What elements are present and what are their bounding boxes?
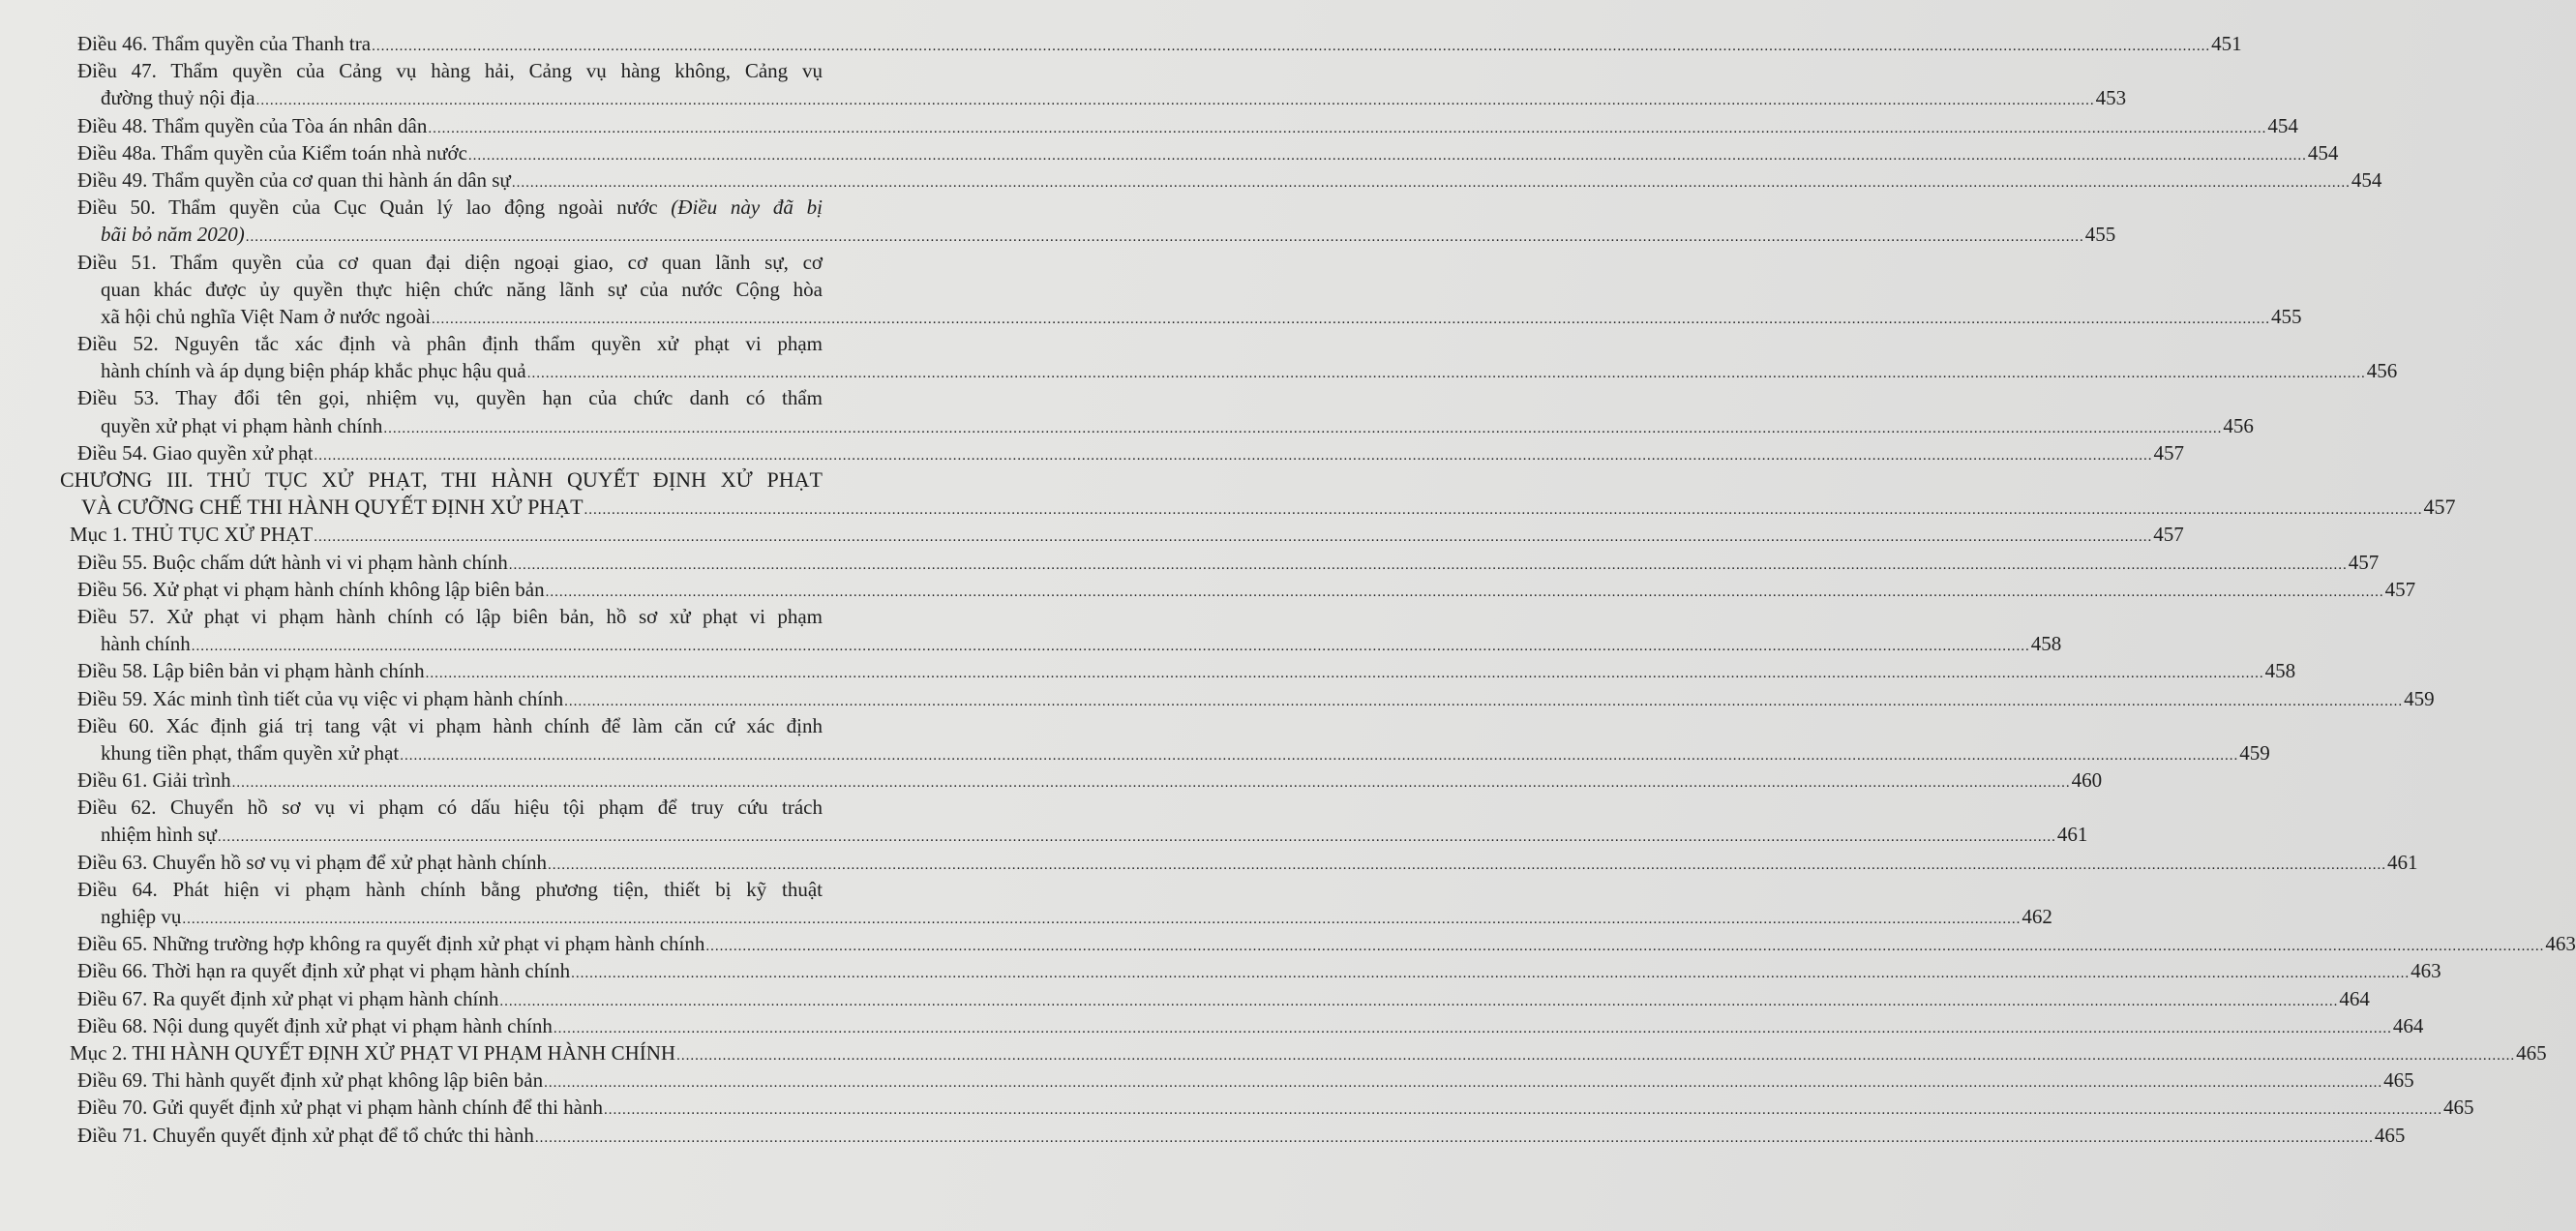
toc-entry-text [77, 657, 425, 684]
toc-entry-text [77, 30, 371, 57]
toc-entry-article [0, 957, 2441, 984]
dot-leader: ................................................................................................................................................................................................................................................................................................................................................................................................................ [604, 1102, 2443, 1119]
dot-leader: ................................................................................................................................................................................................................................................................................................................................................................................................................ [231, 775, 2071, 792]
toc-entry-line [77, 685, 2435, 712]
page-number: 457 [2348, 550, 2380, 574]
dot-leader: ................................................................................................................................................................................................................................................................................................................................................................................................................ [314, 529, 2153, 546]
page-number: 456 [2366, 359, 2398, 383]
toc-entry-text [77, 112, 427, 139]
toc-entry-title: hành chính và áp dụng biện pháp khắc phục hậu quả [101, 359, 526, 383]
page-number: 457 [2153, 523, 2184, 547]
toc-entry-line [77, 439, 2184, 466]
toc-entry-article [0, 1012, 2424, 1039]
toc-entry-text [77, 1012, 553, 1039]
toc-entry-title: Điều 52. Nguyên tắc xác định và phân định thẩm quyền xử phạt vi phạm [77, 332, 823, 356]
toc-entry-title: Điều 68. Nội dung quyết định xử phạt vi phạm hành chính [77, 1013, 553, 1037]
toc-entry-article [0, 1122, 2406, 1149]
toc-entry-article [0, 194, 2116, 248]
page-number: 451 [2211, 32, 2242, 55]
toc-entry-line [101, 276, 823, 303]
toc-entry-text [77, 930, 704, 957]
toc-entry-article [0, 384, 2254, 438]
dot-leader: ................................................................................................................................................................................................................................................................................................................................................................................................................ [571, 966, 2411, 982]
page-number: 465 [2374, 1123, 2406, 1147]
dot-leader: ................................................................................................................................................................................................................................................................................................................................................................................................................ [314, 447, 2153, 464]
toc-entry-line [77, 576, 2416, 603]
page-number: 455 [2084, 223, 2116, 247]
toc-entry-line [77, 330, 823, 357]
page-number: 463 [2411, 959, 2441, 983]
toc-entry-text [101, 221, 245, 248]
toc-entry-line [77, 57, 823, 84]
toc-entry-article [0, 549, 2380, 576]
toc-entry-article [0, 794, 2088, 848]
toc-entry-title: Điều 55. Buộc chấm dứt hành vi vi phạm hành chính [77, 550, 508, 574]
toc-entry-article [0, 766, 2103, 794]
toc-entry-line [101, 412, 2254, 439]
dot-leader: ................................................................................................................................................................................................................................................................................................................................................................................................................ [676, 1047, 2516, 1064]
page-number: 461 [2387, 850, 2418, 874]
toc-entry-article [0, 603, 2062, 657]
toc-entry-line [77, 849, 2418, 876]
toc-entry-text [101, 903, 181, 930]
toc-entry-line [101, 739, 2270, 766]
toc-entry-article [0, 985, 2370, 1012]
dot-leader: ................................................................................................................................................................................................................................................................................................................................................................................................................ [182, 912, 2022, 927]
toc-entry-text [70, 521, 313, 548]
toc-entry-title: Điều 54. Giao quyền xử phạt [77, 440, 314, 465]
toc-entry-article [0, 249, 2302, 331]
toc-entry-line [101, 84, 2127, 111]
table-of-contents [0, 30, 2576, 1149]
toc-entry-article [0, 930, 2576, 957]
dot-leader: ................................................................................................................................................................................................................................................................................................................................................................................................................ [584, 502, 2423, 519]
toc-entry-article [0, 657, 2296, 684]
toc-entry-title: Điều 60. Xác định giá trị tang vật vi phạm hành chính để làm căn cứ xác định [77, 713, 823, 737]
toc-entry-line [101, 903, 2052, 930]
toc-entry-title: Điều 50. Thẩm quyền của Cục Quản lý lao động ngoài nước [77, 195, 672, 220]
toc-entry-line [70, 1039, 2547, 1066]
toc-entry-text [77, 1122, 534, 1149]
toc-entry-title: bãi bỏ năm 2020) [101, 223, 245, 247]
toc-entry-title: khung tiền phạt, thẩm quyền xử phạt [101, 740, 400, 765]
page-number: 462 [2022, 905, 2052, 928]
toc-entry-title: VÀ CƯỠNG CHẾ THI HÀNH QUYẾT ĐỊNH XỬ PHẠT [81, 495, 584, 520]
toc-entry-title: nhiệm hình sự [101, 823, 217, 847]
toc-entry-line [77, 249, 823, 276]
toc-entry-article [0, 439, 2184, 466]
toc-entry-line [77, 166, 2382, 194]
dot-leader: ................................................................................................................................................................................................................................................................................................................................................................................................................ [526, 366, 2366, 382]
toc-entry-line [77, 1122, 2406, 1149]
page-number: 456 [2223, 413, 2254, 437]
toc-entry-title: Điều 51. Thẩm quyền của cơ quan đại diện ngoại giao, cơ quan lãnh sự, cơ [77, 250, 823, 274]
toc-entry-title: đường thuỷ nội địa [101, 86, 255, 110]
toc-entry-line [81, 494, 2456, 521]
toc-entry-text [101, 739, 399, 766]
toc-entry-text [77, 1094, 603, 1121]
toc-entry-title: (Điều này đã bị [671, 195, 823, 220]
page-number: 465 [2383, 1068, 2414, 1093]
toc-entry-section [0, 521, 2184, 548]
toc-entry-line [77, 30, 2242, 57]
dot-leader: ................................................................................................................................................................................................................................................................................................................................................................................................................ [705, 939, 2545, 955]
toc-entry-title: Điều 48a. Thẩm quyền của Kiểm toán nhà nước [77, 140, 467, 165]
toc-entry-line [77, 794, 823, 821]
dot-leader: ................................................................................................................................................................................................................................................................................................................................................................................................................ [372, 39, 2211, 54]
toc-entry-title: Điều 70. Gửi quyết định xử phạt vi phạm hành chính để thi hành [77, 1096, 604, 1120]
dot-leader: ................................................................................................................................................................................................................................................................................................................................................................................................................ [428, 120, 2267, 136]
toc-entry-line [77, 112, 2298, 139]
toc-entry-text [70, 1039, 675, 1066]
toc-entry-line [60, 466, 823, 494]
page-number: 460 [2071, 768, 2103, 793]
toc-entry-title: Mục 2. THI HÀNH QUYẾT ĐỊNH XỬ PHẠT VI PHẠM HÀNH CHÍNH [70, 1040, 676, 1065]
toc-entry-text [77, 166, 511, 194]
toc-entry-title: Điều 59. Xác minh tình tiết của vụ việc vi phạm hành chính [77, 686, 564, 710]
toc-entry-article [0, 112, 2298, 139]
toc-entry-title: Điều 65. Những trường hợp không ra quyết định xử phạt vi phạm hành chính [77, 932, 705, 956]
dot-leader: ................................................................................................................................................................................................................................................................................................................................................................................................................ [467, 147, 2307, 164]
page-number: 453 [2095, 86, 2127, 110]
page-number: 454 [2267, 113, 2298, 137]
toc-entry-title: Điều 46. Thẩm quyền của Thanh tra [77, 32, 372, 55]
toc-entry-text [101, 303, 431, 330]
toc-entry-text [77, 439, 314, 466]
toc-entry-title: Điều 61. Giải trình [77, 768, 231, 793]
toc-entry-article [0, 685, 2435, 712]
page-number: 455 [2271, 304, 2302, 328]
toc-entry-text [77, 685, 563, 712]
toc-entry-line [101, 821, 2088, 848]
page-number: 464 [2392, 1013, 2424, 1037]
dot-leader: ................................................................................................................................................................................................................................................................................................................................................................................................................ [217, 829, 2056, 846]
toc-entry-title: Điều 71. Chuyển quyết định xử phạt để tổ chức thi hành [77, 1123, 534, 1147]
toc-entry-title: Điều 62. Chuyển hồ sơ vụ vi phạm có dấu hiệu tội phạm để truy cứu trách [77, 796, 823, 820]
toc-entry-article [0, 1066, 2414, 1094]
toc-entry-article [0, 712, 2270, 766]
dot-leader: ................................................................................................................................................................................................................................................................................................................................................................................................................ [191, 639, 2030, 655]
toc-entry-line [77, 1012, 2424, 1039]
dot-leader: ................................................................................................................................................................................................................................................................................................................................................................................................................ [425, 666, 2264, 682]
toc-entry-line [77, 985, 2370, 1012]
toc-entry-text [77, 1066, 543, 1094]
page-number: 457 [2384, 577, 2416, 601]
toc-entry-title: hành chính [101, 632, 191, 656]
toc-entry-text [77, 576, 545, 603]
toc-entry-title: quan khác được ủy quyền thực hiện chức năng lãnh sự của nước Cộng hòa [101, 277, 823, 301]
dot-leader: ................................................................................................................................................................................................................................................................................................................................................................................................................ [383, 420, 2223, 436]
toc-entry-text [77, 985, 498, 1012]
toc-entry-text [77, 549, 508, 576]
toc-entry-title: quyền xử phạt vi phạm hành chính [101, 413, 383, 437]
toc-entry-line [77, 957, 2441, 984]
toc-entry-line [101, 357, 2398, 384]
page-number: 465 [2443, 1096, 2474, 1120]
dot-leader: ................................................................................................................................................................................................................................................................................................................................................................................................................ [553, 1020, 2392, 1036]
toc-entry-title: Điều 47. Thẩm quyền của Cảng vụ hàng hải, Cảng vụ hàng không, Cảng vụ [77, 59, 823, 83]
toc-entry-title: Điều 49. Thẩm quyền của cơ quan thi hành án dân sự [77, 167, 511, 192]
page-number: 458 [2030, 632, 2062, 656]
toc-entry-line [101, 221, 2116, 248]
dot-leader: ................................................................................................................................................................................................................................................................................................................................................................................................................ [400, 747, 2239, 764]
toc-entry-title: Điều 66. Thời hạn ra quyết định xử phạt vi phạm hành chính [77, 959, 571, 983]
toc-entry-line [77, 1066, 2414, 1094]
dot-leader: ................................................................................................................................................................................................................................................................................................................................................................................................................ [432, 311, 2271, 327]
toc-entry-title: nghiệp vụ [101, 905, 182, 928]
toc-entry-text [101, 84, 255, 111]
toc-entry-text [77, 139, 467, 166]
toc-entry-article [0, 139, 2339, 166]
dot-leader: ................................................................................................................................................................................................................................................................................................................................................................................................................ [499, 993, 2339, 1009]
toc-entry-text [77, 766, 231, 794]
toc-entry-text [101, 357, 526, 384]
toc-entry-article [0, 876, 2052, 930]
page-number: 464 [2339, 986, 2370, 1010]
page-number: 459 [2239, 740, 2270, 765]
page-number: 461 [2056, 823, 2088, 847]
toc-entry-line [77, 657, 2296, 684]
dot-leader: ................................................................................................................................................................................................................................................................................................................................................................................................................ [511, 174, 2351, 191]
toc-entry-line [77, 139, 2339, 166]
toc-entry-title: Điều 64. Phát hiện vi phạm hành chính bằng phương tiện, thiết bị kỹ thuật [77, 877, 823, 901]
toc-entry-line [77, 603, 823, 630]
toc-entry-text [77, 849, 547, 876]
page-number: 459 [2404, 686, 2435, 710]
toc-entry-title: Điều 57. Xử phạt vi phạm hành chính có lập biên bản, hồ sơ xử phạt vi phạm [77, 604, 823, 628]
page-number: 457 [2153, 440, 2184, 465]
page-number: 454 [2351, 167, 2382, 192]
toc-entry-line [70, 521, 2184, 548]
dot-leader: ................................................................................................................................................................................................................................................................................................................................................................................................................ [508, 556, 2348, 573]
dot-leader: ................................................................................................................................................................................................................................................................................................................................................................................................................ [545, 584, 2384, 600]
page-number: 454 [2307, 140, 2339, 165]
toc-entry-text [101, 412, 382, 439]
toc-entry-title: CHƯƠNG III. THỦ TỤC XỬ PHẠT, THI HÀNH QUYẾT ĐỊNH XỬ PHẠT [60, 467, 823, 492]
page-number: 463 [2545, 932, 2576, 956]
toc-entry-line [77, 930, 2576, 957]
toc-entry-article [0, 330, 2398, 384]
dot-leader: ................................................................................................................................................................................................................................................................................................................................................................................................................ [245, 229, 2084, 246]
page-number: 465 [2516, 1040, 2547, 1065]
dot-leader: ................................................................................................................................................................................................................................................................................................................................................................................................................ [534, 1129, 2374, 1146]
toc-entry-line [77, 712, 823, 739]
toc-entry-article [0, 57, 2127, 111]
toc-entry-text [101, 630, 191, 657]
toc-entry-section [0, 1039, 2547, 1066]
toc-entry-article [0, 849, 2418, 876]
toc-entry-article [0, 576, 2416, 603]
toc-entry-text [81, 494, 584, 521]
toc-entry-line [77, 876, 823, 903]
toc-entry-article [0, 166, 2382, 194]
toc-entry-line [77, 194, 823, 221]
toc-entry-title: Điều 48. Thẩm quyền của Tòa án nhân dân [77, 113, 428, 137]
toc-entry-chapter [0, 466, 2456, 521]
toc-entry-title: Điều 63. Chuyển hồ sơ vụ vi phạm để xử phạt hành chính [77, 850, 547, 874]
toc-entry-article [0, 30, 2242, 57]
toc-entry-title: Mục 1. THỦ TỤC XỬ PHẠT [70, 523, 314, 547]
toc-entry-title: Điều 69. Thi hành quyết định xử phạt không lập biên bản [77, 1068, 544, 1093]
dot-leader: ................................................................................................................................................................................................................................................................................................................................................................................................................ [548, 856, 2386, 873]
dot-leader: ................................................................................................................................................................................................................................................................................................................................................................................................................ [544, 1075, 2383, 1092]
toc-entry-line [77, 549, 2380, 576]
toc-entry-text [101, 821, 217, 848]
toc-entry-line [77, 1094, 2474, 1121]
toc-entry-title: Điều 53. Thay đổi tên gọi, nhiệm vụ, quyền hạn của chức danh có thẩm [77, 386, 823, 410]
toc-entry-line [77, 384, 823, 411]
dot-leader: ................................................................................................................................................................................................................................................................................................................................................................................................................ [255, 93, 2095, 109]
toc-entry-line [77, 766, 2103, 794]
dot-leader: ................................................................................................................................................................................................................................................................................................................................................................................................................ [564, 693, 2404, 709]
toc-entry-title: xã hội chủ nghĩa Việt Nam ở nước ngoài [101, 304, 432, 328]
page-number: 458 [2264, 659, 2296, 683]
toc-entry-article [0, 1094, 2474, 1121]
toc-entry-text [77, 957, 570, 984]
toc-entry-line [101, 303, 2302, 330]
page-number: 457 [2423, 495, 2456, 520]
toc-entry-title: Điều 58. Lập biên bản vi phạm hành chính [77, 659, 425, 683]
toc-entry-line [101, 630, 2062, 657]
toc-entry-title: Điều 67. Ra quyết định xử phạt vi phạm hành chính [77, 986, 499, 1010]
toc-entry-title: Điều 56. Xử phạt vi phạm hành chính không lập biên bản [77, 577, 545, 601]
